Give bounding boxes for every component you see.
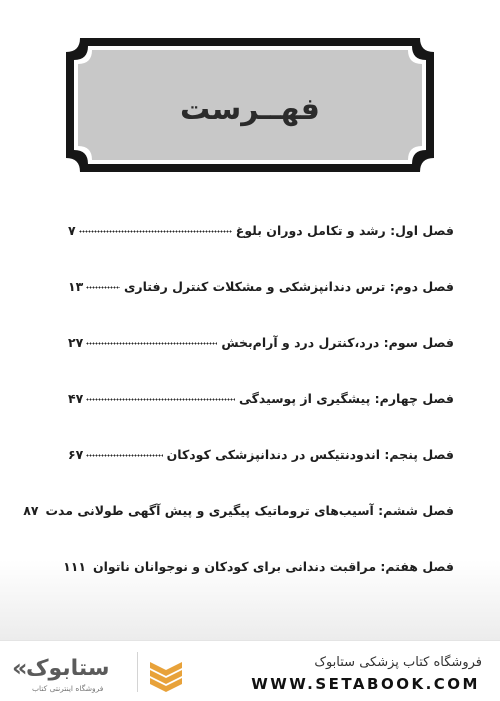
page-title: فهــرست bbox=[180, 92, 320, 127]
toc-row bbox=[68, 438, 454, 462]
toc-row bbox=[63, 550, 454, 574]
toc-row bbox=[68, 214, 454, 238]
toc-page-number: ۸۷ bbox=[23, 503, 39, 518]
toc-leader-dots bbox=[86, 398, 235, 401]
toc-chapter-title: فصل دوم: ترس دندانپزشکی و مشکلات کنترل رفتاری bbox=[123, 279, 454, 294]
toc-chapter-title: فصل سوم: درد،کنترل درد و آرام‌بخش bbox=[221, 335, 454, 350]
brand-logo-subtitle: فروشگاه اینترنتی کتاب bbox=[32, 684, 104, 693]
toc-page-number: ۲۷ bbox=[68, 335, 84, 350]
logo-chevrons: « bbox=[12, 654, 28, 682]
toc-chapter-title: فصل چهارم: پیشگیری از پوسیدگی bbox=[238, 391, 454, 406]
toc-row bbox=[23, 494, 454, 518]
toc-page-number: ۶۷ bbox=[68, 447, 84, 462]
toc-page-number: ۴۷ bbox=[68, 391, 84, 406]
title-frame bbox=[66, 38, 434, 172]
toc-page-number: ۱۱۱ bbox=[63, 559, 86, 574]
footer-divider bbox=[137, 652, 138, 692]
toc-page-number: ۷ bbox=[68, 223, 76, 238]
toc-page-number: ۱۳ bbox=[68, 279, 84, 294]
toc-chapter-title: فصل هفتم: مراقبت دندانی برای کودکان و نوجوانان ناتوان bbox=[92, 559, 454, 574]
toc-leader-dots bbox=[86, 454, 162, 457]
toc-leader-dots bbox=[79, 230, 232, 233]
toc-row bbox=[68, 382, 454, 406]
toc-leader-dots bbox=[86, 342, 217, 345]
book-stack-icon bbox=[146, 654, 186, 698]
toc-chapter-title: فصل پنجم: اندودنتیکس در دندانپزشکی کودکان bbox=[166, 447, 454, 462]
toc-leader-dots bbox=[86, 286, 120, 289]
store-name: فروشگاه کتاب پزشکی ستابوک bbox=[314, 655, 482, 670]
toc-row bbox=[68, 326, 454, 350]
toc-chapter-title: فصل اول: رشد و تکامل دوران بلوغ bbox=[235, 223, 454, 238]
toc-chapter-title: فصل ششم: آسیب‌های تروماتیک پیگیری و پیش آگهی طولانی مدت bbox=[45, 503, 454, 518]
store-url-link[interactable]: WWW.SETABOOK.COM bbox=[251, 675, 480, 693]
brand-logo-text[interactable]: ستابوک bbox=[26, 656, 110, 681]
toc-row bbox=[68, 270, 454, 294]
